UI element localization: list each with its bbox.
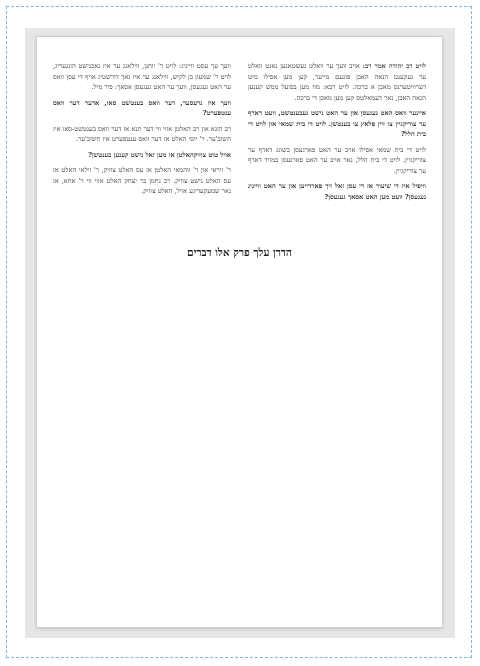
section-heading: וויפיל איז די שיעור אז די עסן זאל זיך פארדייען און ער האט ווייניג געגעסן? וועט מען האט אסאך געגעסן? — [248, 182, 426, 201]
section-heading: איינער וואס האט געגעסן און ער האט נישט געבענטשט, וועט דארף ער צוריקגיין צו זיין פלאץ צו בענטשן. לויט די בית שמאי און לויט די בית הלל? — [248, 109, 426, 138]
paragraph-text: וועך עך עסט ווייניג: לויט ר' יוחנן, ווילאנג ער איז נאכנישט הונגעריג, לויט ר' שמעון בן לקיש, ווילאנג ער איז נאך דורשטיג אויף די עסן וואס ער האט געגעסן, וועך ער האט געגעסן אסאך: פיר מיל. — [53, 62, 231, 91]
left-column — [53, 61, 231, 267]
paragraph — [53, 165, 231, 197]
paragraph — [248, 61, 426, 103]
section-heading: וועך איז גרעסער, דער וואס בענטשט סאו, אדער דער וואס ענטפערט? — [53, 98, 231, 117]
paragraph — [248, 145, 426, 177]
right-column — [248, 61, 426, 267]
paragraph-lead: לויט רב יהודה אמר רב: — [362, 62, 426, 70]
paragraph-text: אויב וועך ער וואלט געשטאנען נאנט וואלט ער געקענט הנאה האבן פונעם מייער, קען מען אפילו מיט דערוויטערנס מאכן א ברכה. לויט רבא: מוז מען בפועל ממש קענען הנאה האבן, נאר דעמאלטס קען מען מאכן די ברכה. — [248, 62, 426, 102]
document-page — [37, 37, 442, 627]
paragraph — [53, 124, 231, 145]
paragraph — [53, 61, 231, 93]
paragraph-text: רב הונא און רב האלטן אזוי ווי דער תנא אז דער וואס בענטשט-סאו איז חשוב'ער. ר' יוסי האלט אז דער וואס ענטפערט איז חשוב'ער. — [53, 124, 231, 143]
paragraph-text: לויט די בית שמאי אפילו אויב ער האט פארגעסן בשוגג דארף ער צוריקגיין. לויט די בית הלל, נאר אויב ער האט פארגעסן במזיד דארף ער צוריקגיין. — [248, 145, 426, 175]
text-columns — [53, 61, 426, 267]
paragraph-text: ר' זיראי און ר' זוהמאי האלטן אז עס האלט צוזיק, ר' זילאי האלט אז עס האלט נישט צוזיק. רב נחמן בר יצחק האלט אזוי ווי ר' אחא, אז נאר שמעקעדיגע אויל, האלט צוזיק. — [53, 166, 231, 195]
section-heading: אויל טוט צוזיקהאלטן אז מען זאל נישט קענען בענטשן? — [88, 150, 231, 159]
chapter-end-title: הדרן עלך פרק אלו דברים — [187, 247, 292, 259]
